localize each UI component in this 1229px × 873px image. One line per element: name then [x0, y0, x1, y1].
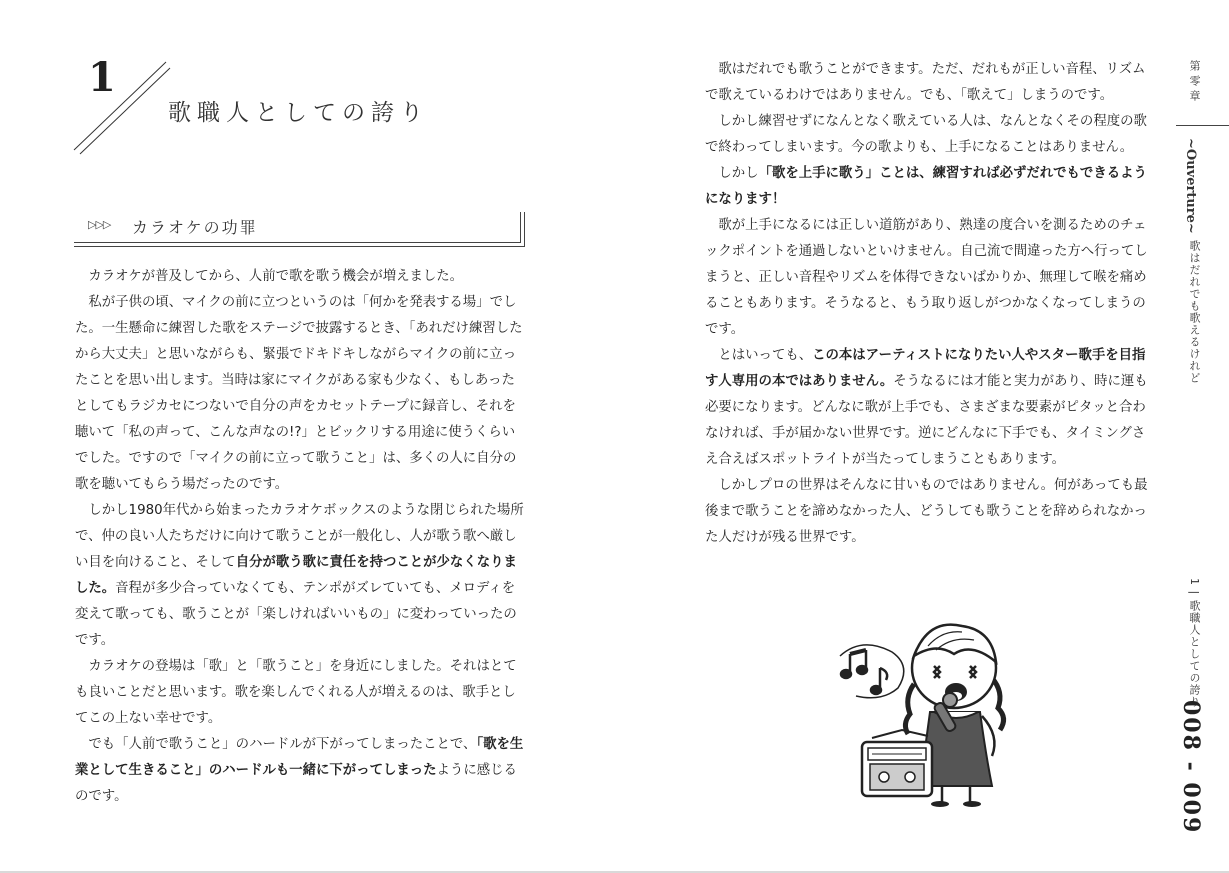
paragraph	[75, 290, 525, 498]
paragraph	[705, 343, 1157, 473]
text-run: しかし	[718, 166, 759, 181]
paragraph	[705, 473, 1157, 551]
sidebar-divider	[1176, 125, 1229, 126]
paragraph	[75, 264, 525, 290]
sidebar-section-label: 1 | 歌職人としての誇り	[1188, 578, 1201, 708]
text-run: そうなるには才能と実力があり、時に運も必要になります。どんなに歌が上手でも、さまざまな要素がピタッと合わなければ、手が届かない世界です。逆にどんなに下手でも、タイミングさえ合えばスポットライトが当たってしまうこともあります。	[705, 374, 1148, 467]
chapter-slash-decoration	[72, 60, 172, 160]
paragraph	[75, 654, 525, 732]
text-run: とはいっても、	[718, 348, 813, 363]
text-run: しかし練習せずになんとなく歌えている人は、なんとなくその程度の歌で終わってしまいます。今の歌よりも、上手になることはありません。	[705, 114, 1147, 155]
text-run: 歌はだれでも歌うことができます。ただ、だれもが正しい音程、リズムで歌えているわけではありません。でも、「歌えて」しまうのです。	[705, 62, 1146, 103]
music-notes-icon	[840, 645, 904, 698]
chapter-title: 歌職人としての誇り	[168, 100, 429, 126]
text-run: カラオケが普及してから、人前で歌を歌う機会が増えました。	[88, 269, 464, 284]
text-run: しかしプロの世界はそんなに甘いものではありません。何があっても最後まで歌うことを諦めなかった人、どうしても歌うことを辞められなかった人だけが残る世界です。	[705, 478, 1148, 545]
text-run: 歌が上手になるには正しい道筋があり、熟達の度合いを測るためのチェックポイントを通過しないといけません。自己流で間違った方へ行ってしまうと、正しい音程やリズムを体得できないばかりか、無理して喉を痛めることもあります。そうなると、もう取り返しがつかなくなってしまうのです。	[705, 218, 1148, 337]
sidebar-chapter-label: 第零章	[1188, 60, 1201, 105]
chapter-number: 1	[88, 54, 116, 101]
left-page-body	[75, 264, 525, 810]
text-run: でも「人前で歌うこと」のハードルが下がってしまったことで、	[88, 737, 477, 752]
emphasis-text: 自分が歌う歌に責任を持つことが少なくなりました。	[75, 555, 517, 596]
section-heading	[74, 212, 521, 243]
paragraph	[705, 213, 1157, 343]
sidebar-overture-subtitle: 歌はだれでも歌えるけれど	[1188, 240, 1201, 384]
text-run: 音程が多少合っていなくても、テンポがズレていても、メロディを変えて歌っても、歌うことが「楽しければいいもの」に変わっていったのです。	[75, 581, 517, 648]
section-title: カラオケの功罪	[132, 218, 258, 237]
singing-girl-illustration	[832, 606, 1024, 808]
paragraph	[75, 732, 525, 810]
text-run: 私が子供の頃、マイクの前に立つというのは「何かを発表する場」でした。一生懸命に練習した歌をステージで披露するとき、「あれだけ練習したから大丈夫」と思いながらも、緊張でドキドキしながらマイクの前に立ったことを思い出します。当時は家にマイクがある家も少なく、もしあったとしてもラジカセにつないで自分の声をカセットテープに録音し、それを聴いて「私の声って、こんな声なの!?」とビックリする用途に使うくらいでした。ですので「マイクの前に立って歌うこと」は、多くの人に自分の歌を聴いてもらう場だったのです。	[75, 295, 523, 492]
text-run: ように感じるのです。	[75, 763, 517, 804]
section-marker-icon: ▷▷▷	[88, 218, 111, 231]
paragraph	[705, 109, 1157, 161]
emphasis-text: この本はアーティストになりたい人やスター歌手を目指す人専用の本ではありません。	[705, 348, 1146, 389]
emphasis-text: 「歌を上手に歌う」ことは、練習すれば必ずだれでもできるようになります！	[705, 166, 1147, 207]
right-page-body	[705, 57, 1157, 551]
paragraph	[75, 498, 525, 654]
paragraph	[705, 57, 1157, 109]
emphasis-text: 「歌を生業として生きること」のハードルも一緒に下がってしまった	[75, 737, 524, 778]
radio-cassette-icon	[862, 730, 932, 796]
text-run: しかし1980年代から始まったカラオケボックスのような閉じられた場所で、仲の良い人たちだけに向けて歌うことが一般化し、人が歌う歌へ厳しい目を向けること、そして	[75, 503, 524, 570]
sidebar-overture: ~Ouverture~	[1183, 138, 1198, 234]
page-numbers: 008 - 009	[1178, 700, 1204, 835]
paragraph	[705, 161, 1157, 213]
text-run: カラオケの登場は「歌」と「歌うこと」を身近にしました。それはとても良いことだと思います。歌を楽しんでくれる人が増えるのは、歌手としてこの上ない幸せです。	[75, 659, 517, 726]
